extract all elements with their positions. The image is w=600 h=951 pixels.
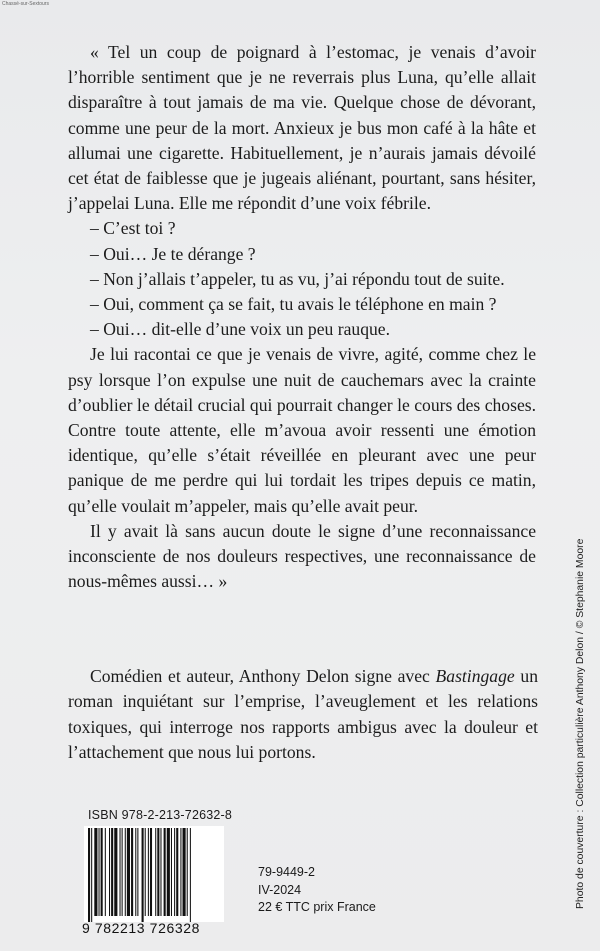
excerpt-paragraph-1: « Tel un coup de poignard à l’estomac, je venais d’avoir l’horrible sentiment que je ne reverrais plus Luna, qu’elle allait disparaître à tout jamais de ma vie. Quelque chose de dévorant, comme une peur de la mort. Anxieux je bus mon café à la hâte et allumai une cigarette. Habituellement, je n’aurais jamais dévoilé cet état de faiblesse que je jugeais aliénant, pourtant, sans hésiter, j’appelai Luna. Elle me répondit d’une voix fébrile. (68, 42, 536, 214)
barcode-bar (122, 828, 123, 916)
barcode-bar (91, 828, 92, 922)
publication-info (258, 864, 376, 917)
barcode-bar (190, 828, 191, 922)
barcode-bar (109, 828, 110, 916)
barcode-bar (183, 828, 186, 916)
barcode-bar (174, 828, 175, 916)
barcode-bar (131, 828, 133, 916)
barcode-bar (157, 828, 159, 916)
excerpt-dialogue-line: – Oui, comment ça se fait, tu avais le téléphone en main ? (90, 294, 497, 315)
barcode-bar (160, 828, 161, 916)
barcode-bar (176, 828, 178, 916)
product-code: 79-9449-2 (258, 865, 315, 879)
barcode-bar (171, 828, 172, 916)
barcode-bar (111, 828, 113, 916)
barcode-bar (99, 828, 100, 916)
author-blurb (68, 664, 538, 766)
barcode-digits: 9 782213 726328 (82, 920, 200, 936)
barcode-bar (88, 828, 90, 922)
barcode-bar (145, 828, 146, 916)
barcode-bar (187, 828, 188, 916)
barcode (84, 826, 224, 922)
excerpt-dialogue-line: – Oui… dit-elle d’une voix un peu rauque. (90, 319, 390, 340)
excerpt-paragraph-2: Je lui racontai ce que je venais de vivre, agité, comme chez le psy lorsque l’on expulse une nuit de cauchemars avec la crainte d’oublier le détail crucial qui pourrait changer le cours des choses. Contre toute attente, elle m’avoua avoir ressenti une émotion identique, qu’elle s’était réveillée en pleurant avec une peur panique de me perdre qui lui tordait les tripes depuis ce matin, qu’elle voulait m’appeler, mais qu’elle avait peur. (68, 344, 536, 516)
excerpt-dialogue-line: – C’est toi ? (90, 218, 176, 239)
barcode-bar (101, 828, 103, 916)
barcode-bar (180, 828, 181, 916)
barcode-bar (105, 828, 106, 916)
barcode-bar (150, 828, 152, 916)
book-excerpt (68, 40, 536, 594)
barcode-bar (120, 828, 121, 916)
barcode-bar (114, 828, 117, 916)
barcode-bar (148, 828, 149, 916)
photo-credit: Photo de couverture : Collection particulière Anthony Delon / © Stephanie Moore (575, 538, 586, 909)
barcode-bar (164, 828, 166, 916)
blurb-paragraph (68, 664, 538, 766)
barcode-bar (142, 828, 144, 922)
excerpt-dialogue-line: – Non j’allais t’appeler, tu as vu, j’ai répondu tout de suite. (90, 268, 505, 289)
book-title: Bastingage (435, 666, 515, 686)
barcode-bar (137, 828, 138, 916)
isbn-label: ISBN 978-2-213-72632-8 (88, 808, 233, 822)
barcode-bar (94, 828, 97, 916)
barcode-bar (125, 828, 126, 916)
excerpt-paragraph-3: Il y avait là sans aucun doute le signe d’une reconnaissance inconsciente de nos douleurs respectives, une reconnaissance de nous-mêmes aussi… » (68, 520, 536, 592)
barcode-bar (167, 828, 170, 916)
excerpt-dialogue-line: – Oui… Je te dérange ? (90, 243, 256, 264)
corner-note: Chassé-sur-Sextours (2, 1, 49, 7)
blurb-text-start: Comédien et auteur, Anthony Delon signe avec (90, 666, 436, 686)
barcode-bar (155, 828, 156, 916)
price: 22 € TTC prix France (258, 900, 376, 914)
print-date: IV-2024 (258, 882, 302, 897)
barcode-bar (127, 828, 130, 916)
blurb-text-end: un roman inquiétant sur l’emprise, l’aveuglement et les relations toxiques, qui interroge nos rapports ambigus avec la douleur et l’attachement que nous lui portons. (68, 666, 538, 763)
barcode-bar (135, 828, 136, 916)
barcode-graphic (84, 826, 224, 922)
